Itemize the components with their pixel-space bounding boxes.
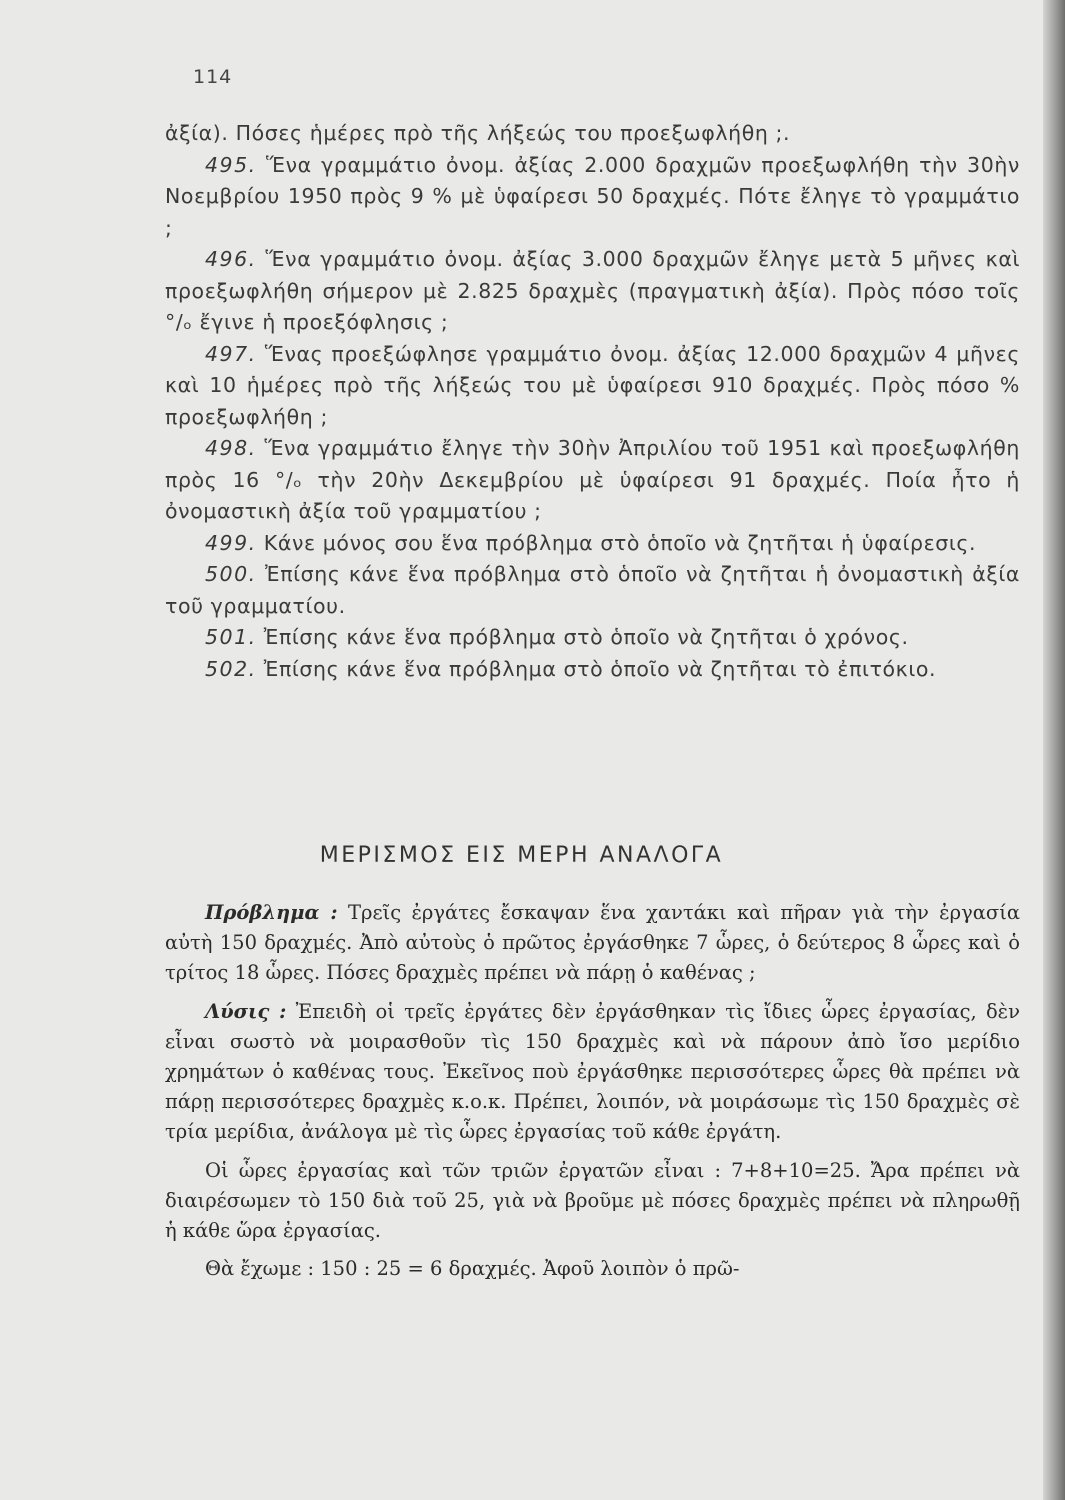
exercise-continuation: ἀξία). Πόσες ἡμέρες πρὸ τῆς λήξεώς του προεξωφλήθη ;. <box>165 121 791 145</box>
exercise-498 <box>165 433 1020 528</box>
exercise-496 <box>165 244 1020 339</box>
exercise-502 <box>165 654 1020 686</box>
exercise-text: Ἕνα γραμμάτιο ἔληγε τὴν 30ὴν Ἀπριλίου τοῦ 1951 καὶ προεξωφλήθη πρὸς 16 °/ₒ τὴν 20ὴν Δεκεμβρίου μὲ ὑφαίρεσι 91 δραχμές. Ποία ἦτο ἡ ὀνομαστικὴ ἀξία τοῦ γραμματίου ; <box>165 436 1020 523</box>
exercise-number: 497. <box>205 341 257 366</box>
solution-text: Ἐπειδὴ οἱ τρεῖς ἐργάτες δὲν ἐργάσθηκαν τὶς ἴδιες ὧρες ἐργασίας, δὲν εἶναι σωστὸ νὰ μοιρασθοῦν τὶς 150 δραχμὲς καὶ νὰ πάρουν ἀπὸ ἴσο μερίδιο χρημάτων ὁ καθένας τους. Ἐκεῖνος ποὺ ἐργάσθηκε περισσότερες ὧρες θὰ πρέπει νὰ πάρῃ περισσότερες δραχμὲς κ.ο.κ. Πρέπει, λοιπόν, νὰ μοιράσωμε τὶς 150 δραχμὲς σὲ τρία μερίδια, ἀνάλογα μὲ τὶς ὧρες ἐργασίας τοῦ κάθε ἐργάτη. <box>165 999 1020 1144</box>
problem-text: Τρεῖς ἐργάτες ἔσκαψαν ἕνα χαντάκι καὶ πῆραν γιὰ τὴν ἐργασία αὐτὴ 150 δραχμές. Ἀπὸ αὐτοὺς ὁ πρῶτος ἐργάσθηκε 7 ὧρες, ὁ δεύτερος 8 ὧρες καὶ ὁ τρίτος 18 ὧρες. Πόσες δραχμὲς πρέπει νὰ πάρῃ ὁ καθένας ; <box>165 901 1021 985</box>
exercise-number: 502. <box>205 656 257 681</box>
section-body <box>165 898 1020 1292</box>
exercise-501 <box>165 622 1020 654</box>
hours-paragraph: Οἱ ὧρες ἐργασίας καὶ τῶν τριῶν ἐργατῶν εἶναι : 7+8+10=25. Ἄρα πρέπει νὰ διαιρέσωμεν τὸ 150 διὰ τοῦ 25, γιὰ νὰ βροῦμε μὲ πόσες δραχμὲς πρέπει νὰ πληρωθῇ ἡ κάθε ὥρα ἐργασίας. <box>165 1158 1020 1243</box>
exercise-number: 498. <box>205 436 257 460</box>
exercise-499 <box>165 528 1020 560</box>
exercise-text: Ἐπίσης κάνε ἕνα πρόβλημα στὸ ὁποῖο νὰ ζητῆται ὁ χρόνος. <box>263 625 909 649</box>
exercises-block <box>165 118 1020 685</box>
exercise-495 <box>165 150 1020 245</box>
exercise-text: Ἐπίσης κάνε ἕνα πρόβλημα στὸ ὁποῖο νὰ ζητῆται τὸ ἐπιτόκιο. <box>263 656 937 681</box>
exercise-text: Κάνε μόνος σου ἕνα πρόβλημα στὸ ὁποῖο νὰ ζητῆται ἡ ὑφαίρεσις. <box>263 530 977 555</box>
solution-label: Λύσις : <box>205 999 287 1023</box>
book-spine-shadow <box>1043 0 1065 1500</box>
exercise-number: 499. <box>205 530 257 555</box>
exercise-number: 501. <box>205 625 257 649</box>
exercise-500 <box>165 559 1020 622</box>
exercise-text: Ἕνα γραμμάτιο ὀνομ. ἀξίας 3.000 δραχμῶν ἔληγε μετὰ 5 μῆνες καὶ προεξωφλήθη σήμερον μὲ 2.825 δραχμὲς (πραγματικὴ ἀξία). Πρὸς πόσο τοῖς °/ₒ ἔγινε ἡ προεξόφλησις ; <box>165 247 1020 334</box>
problem-label: Πρόβλημα : <box>205 901 338 924</box>
page-number: 114 <box>193 66 233 88</box>
exercise-number: 500. <box>205 562 257 586</box>
exercise-text: Ἕνα γραμμάτιο ὀνομ. ἀξίας 2.000 δραχμῶν προεξωφλήθη τὴν 30ὴν Νοεμβρίου 1950 πρὸς 9 % μὲ ὑφαίρεσι 50 δραχμές. Πότε ἔληγε τὸ γραμμάτιο ; <box>165 152 1020 240</box>
section-title: ΜΕΡΙΣΜΟΣ ΕΙΣ ΜΕΡΗ ΑΝΑΛΟΓΑ <box>319 843 724 868</box>
exercise-497 <box>165 339 1020 434</box>
exercise-text: Ἕνας προεξώφλησε γραμμάτιο ὀνομ. ἀξίας 12.000 δραχμῶν 4 μῆνες καὶ 10 ἡμέρες πρὸ τῆς λήξεώς του μὲ ὑφαίρεσι 910 δραχμές. Πρὸς πόσο % προεξωφλήθη ; <box>165 341 1020 429</box>
last-paragraph: Θὰ ἔχωμε : 150 : 25 = 6 δραχμές. Ἀφοῦ λοιπὸν ὁ πρῶ- <box>205 1257 740 1281</box>
exercise-number: 496. <box>205 247 257 271</box>
solution-paragraph <box>165 997 1020 1148</box>
exercise-number: 495. <box>205 152 257 177</box>
problem-paragraph <box>165 898 1020 989</box>
exercise-text: Ἐπίσης κάνε ἕνα πρόβλημα στὸ ὁποῖο νὰ ζητῆται ἡ ὀνομαστικὴ ἀξία τοῦ γραμματίου. <box>165 562 1020 618</box>
